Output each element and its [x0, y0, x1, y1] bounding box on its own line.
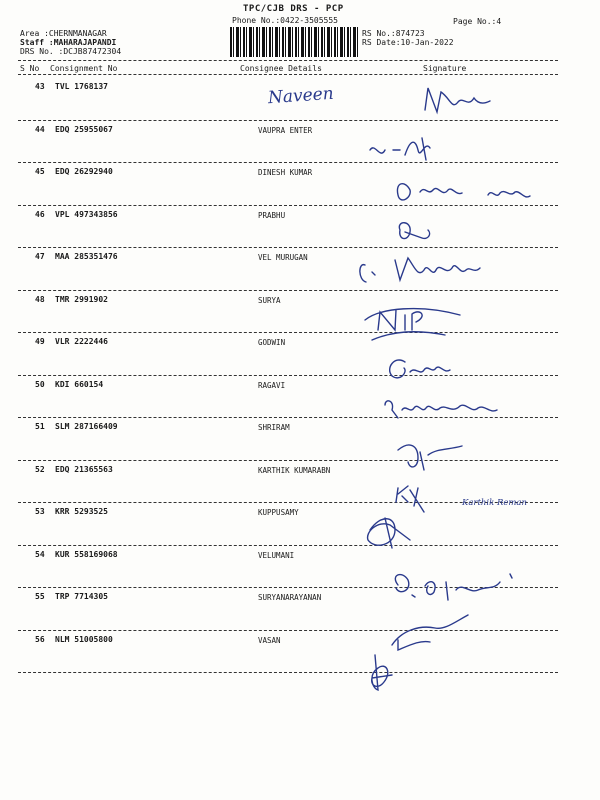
serial-number: 56: [35, 634, 45, 644]
consignee-name: GODWIN: [258, 338, 286, 347]
consignment-number: VLR 2222446: [55, 337, 108, 346]
signature-44: [370, 138, 430, 160]
consignment-number: KRR 5293525: [55, 507, 108, 516]
serial-number: 46: [35, 209, 45, 219]
consignee-name: SURYA: [258, 295, 281, 305]
serial-number: 45: [35, 167, 45, 176]
signature-51: [398, 445, 462, 470]
serial-number: 48: [35, 294, 45, 304]
serial-number: 43: [35, 82, 45, 91]
signature-53: [368, 518, 410, 548]
signature-46: [399, 223, 429, 239]
consignment-number: TMR 2991902: [55, 294, 108, 304]
serial-number: 49: [35, 337, 45, 346]
consignment-number: NLM 51005800: [55, 634, 113, 644]
consignee-name: VAUPRA ENTER: [258, 125, 313, 135]
rs-date: RS Date:10-Jan-2022: [362, 38, 454, 47]
signature-48: [365, 309, 460, 340]
signature-56: [372, 655, 392, 690]
area-label: Area :: [20, 29, 49, 38]
handwritten-note: Karthik Reman: [462, 498, 527, 508]
area-value: CHERNMANAGAR: [48, 29, 107, 38]
consignee-name: SURYANARAYANAN: [258, 593, 322, 602]
serial-number: 55: [35, 592, 45, 601]
signature-54: [395, 574, 512, 600]
serial-number: 50: [35, 379, 45, 389]
phone-number: Phone No.:0422-3505555: [232, 16, 338, 25]
consignee-name: KARTHIK KUMARABN: [258, 465, 331, 475]
serial-number: 44: [35, 124, 45, 134]
page-number: Page No.:4: [453, 17, 502, 26]
signature-43: [425, 88, 490, 112]
signature-47: [360, 258, 480, 282]
document-title: TPC/CJB DRS - PCP: [243, 4, 344, 14]
signature-45: [397, 184, 530, 200]
consignee-name: VEL MURUGAN: [258, 253, 308, 262]
consignee-name: KUPPUSAMY: [258, 508, 299, 517]
consignment-number: MAA 285351476: [55, 252, 118, 261]
staff-label: Staff :: [20, 38, 54, 47]
serial-number: 53: [35, 507, 45, 516]
consignment-number: VPL 497343856: [55, 209, 118, 219]
rs-number: RS No.:874723: [362, 29, 425, 38]
consignee-name: SHRIRAM: [258, 423, 290, 432]
drs-label: DRS No. :: [20, 47, 64, 56]
serial-number: 54: [35, 549, 45, 559]
signature-52: [396, 486, 424, 512]
consignee-name: VELUMANI: [258, 550, 295, 560]
consignee-name: DINESH KUMAR: [258, 168, 313, 177]
col-consignment: Consignment No: [50, 64, 118, 73]
consignment-number: EDQ 21365563: [55, 464, 113, 474]
serial-number: 47: [35, 252, 45, 261]
signature-49: [390, 360, 450, 378]
drs-value: DCJB87472304: [63, 47, 122, 56]
col-consignee: Consignee Details: [240, 64, 322, 73]
col-sno: S No: [20, 64, 40, 73]
handwritten-name: Naveen: [267, 83, 335, 109]
consignment-number: SLM 287166409: [55, 422, 118, 431]
consignment-number: EDQ 26292940: [55, 167, 113, 176]
consignment-number: TRP 7714305: [55, 592, 108, 601]
consignment-number: EDQ 25955067: [55, 124, 113, 134]
consignment-number: KDI 660154: [55, 379, 104, 389]
consignment-number: KUR 558169068: [55, 549, 118, 559]
consignment-number: TVL 1768137: [55, 82, 108, 91]
consignee-name: PRABHU: [258, 210, 286, 220]
consignee-name: RAGAVI: [258, 380, 286, 390]
serial-number: 51: [35, 422, 45, 431]
consignee-name: VASAN: [258, 635, 281, 645]
serial-number: 52: [35, 464, 45, 474]
staff-value: MAHARAJAPANDI: [53, 38, 117, 47]
signature-50: [385, 401, 497, 418]
signature-55: [392, 615, 468, 650]
col-signature: Signature: [423, 64, 467, 73]
